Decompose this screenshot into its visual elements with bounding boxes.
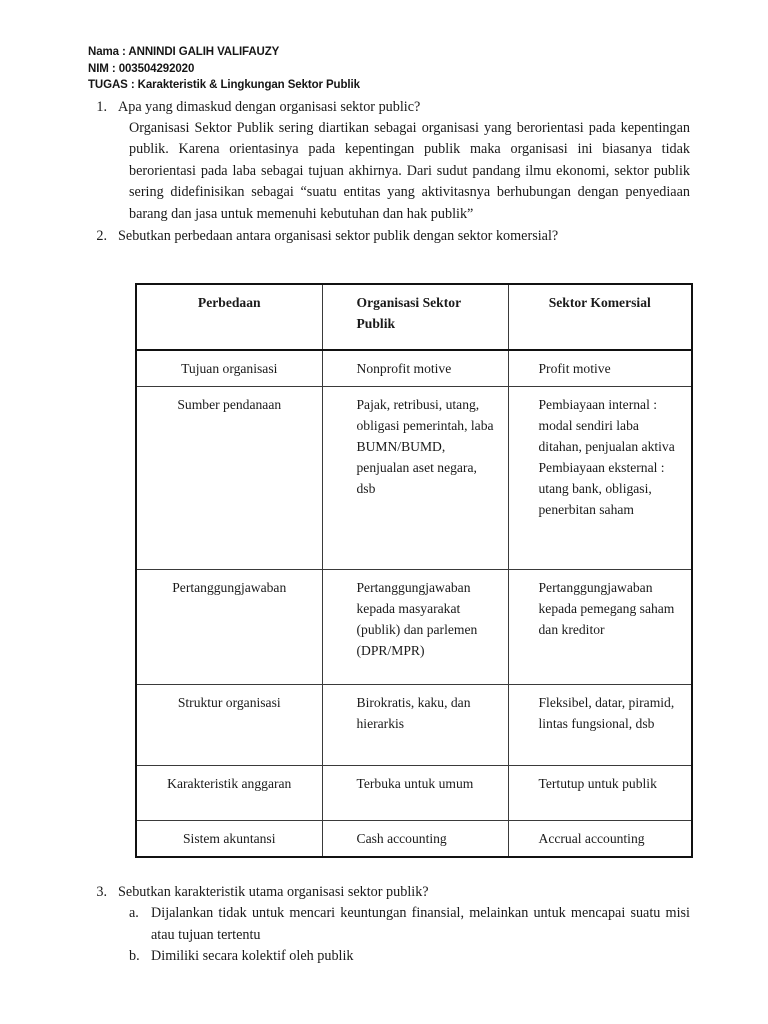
row-aspect-cell xyxy=(136,685,322,766)
table-row xyxy=(136,821,692,858)
table-header-row xyxy=(136,284,692,350)
table-row xyxy=(136,387,692,570)
column-header-sektor-komersial: Sektor Komersial xyxy=(508,284,692,350)
question-3-sub-item-b xyxy=(129,946,690,968)
question-2-number: 2. xyxy=(96,228,107,244)
question-1-number: 1. xyxy=(96,98,107,115)
table-row xyxy=(136,570,692,685)
row-commercial-sector-cell: Pembiayaan internal : modal sendiri laba ditahan, penjualan aktiva Pembiayaan eksternal : utang bank, obligasi, penerbitan saham xyxy=(508,387,692,570)
row-commercial-sector-cell: Pertanggungjawaban kepada pemegang saham dan kreditor xyxy=(508,570,692,685)
question-2-prompt: Sebutkan perbedaan antara organisasi sektor publik dengan sektor komersial? xyxy=(118,228,559,244)
row-public-sector-cell: Terbuka untuk umum xyxy=(322,766,508,821)
row-aspect-label: Karakteristik anggaran xyxy=(167,776,292,791)
question-2-block xyxy=(88,226,690,247)
student-nim-line: NIM : 003504292020 xyxy=(88,62,195,75)
row-aspect-cell xyxy=(136,766,322,821)
question-1-heading xyxy=(88,97,690,118)
row-aspect-cell xyxy=(136,350,322,387)
question-3-prompt: Sebutkan karakteristik utama organisasi sektor publik? xyxy=(118,884,429,900)
row-public-sector-cell: Cash accounting xyxy=(322,821,508,858)
row-commercial-sector-cell: Tertutup untuk publik xyxy=(508,766,692,821)
question-3-number: 3. xyxy=(96,884,107,900)
sub-item-text: Dijalankan tidak untuk mencari keuntungan finansial, melainkan untuk mencapai suatu misi atau tujuan tertentu xyxy=(151,905,690,943)
row-aspect-label: Sumber pendanaan xyxy=(177,397,282,412)
question-1-answer-paragraph: Organisasi Sektor Publik sering diartikan sebagai organisasi yang berorientasi pada kepentingan publik. Karena orientasinya pada kepentingan publik maka organisasi ini biasanya tidak berorientasi pada laba sebagai tujuan akhirnya. Dari sudut pandang ilmu ekonomi, sektor publik sering didefinisikan sebagai “suatu entitas yang aktivitasnya berhubungan dengan penyediaan barang dan jasa untuk memenuhi kebutuhan dan hak publik” xyxy=(129,119,690,222)
question-3-heading xyxy=(88,882,690,903)
row-commercial-sector-cell: Fleksibel, datar, piramid, lintas fungsional, dsb xyxy=(508,685,692,766)
question-3-block xyxy=(88,882,690,968)
comparison-table-wrapper xyxy=(135,283,690,858)
table-row xyxy=(136,685,692,766)
comparison-table xyxy=(135,283,693,858)
row-aspect-label: Tujuan organisasi xyxy=(181,361,278,376)
row-public-sector-cell: Pajak, retribusi, utang, obligasi pemerintah, laba BUMN/BUMD, penjualan aset negara, dsb xyxy=(322,387,508,570)
table-body xyxy=(136,350,692,857)
row-aspect-label: Pertanggungjawaban xyxy=(172,580,287,595)
row-commercial-sector-cell: Profit motive xyxy=(508,350,692,387)
sub-item-letter: b. xyxy=(129,948,140,964)
column-header-organisasi-sektor-publik: Organisasi Sektor Publik xyxy=(322,284,508,350)
question-2-heading xyxy=(88,226,690,247)
table-row xyxy=(136,766,692,821)
row-public-sector-cell: Nonprofit motive xyxy=(322,350,508,387)
student-name-line: Nama : ANNINDI GALIH VALIFAUZY xyxy=(88,46,280,58)
row-commercial-sector-cell: Accrual accounting xyxy=(508,821,692,858)
row-aspect-label: Struktur organisasi xyxy=(177,695,281,710)
sub-item-text: Dimiliki secara kolektif oleh publik xyxy=(151,948,354,964)
row-aspect-label: Sistem akuntansi xyxy=(182,831,276,846)
table-row xyxy=(136,350,692,387)
row-public-sector-cell: Birokratis, kaku, dan hierarkis xyxy=(322,685,508,766)
row-public-sector-cell: Pertanggungjawaban kepada masyarakat (publik) dan parlemen (DPR/MPR) xyxy=(322,570,508,685)
student-identity-header xyxy=(88,44,690,94)
question-1-prompt: Apa yang dimaskud dengan organisasi sektor public? xyxy=(118,98,421,115)
question-3-sub-item-a xyxy=(129,903,690,946)
row-aspect-cell xyxy=(136,387,322,570)
column-header-perbedaan: Perbedaan xyxy=(136,284,322,350)
table-header xyxy=(136,284,692,350)
row-aspect-cell xyxy=(136,570,322,685)
question-1-block xyxy=(88,97,690,226)
row-aspect-cell xyxy=(136,821,322,858)
sub-item-letter: a. xyxy=(129,905,139,921)
assignment-title-line: TUGAS : Karakteristik & Lingkungan Sektor Publik xyxy=(88,79,360,91)
